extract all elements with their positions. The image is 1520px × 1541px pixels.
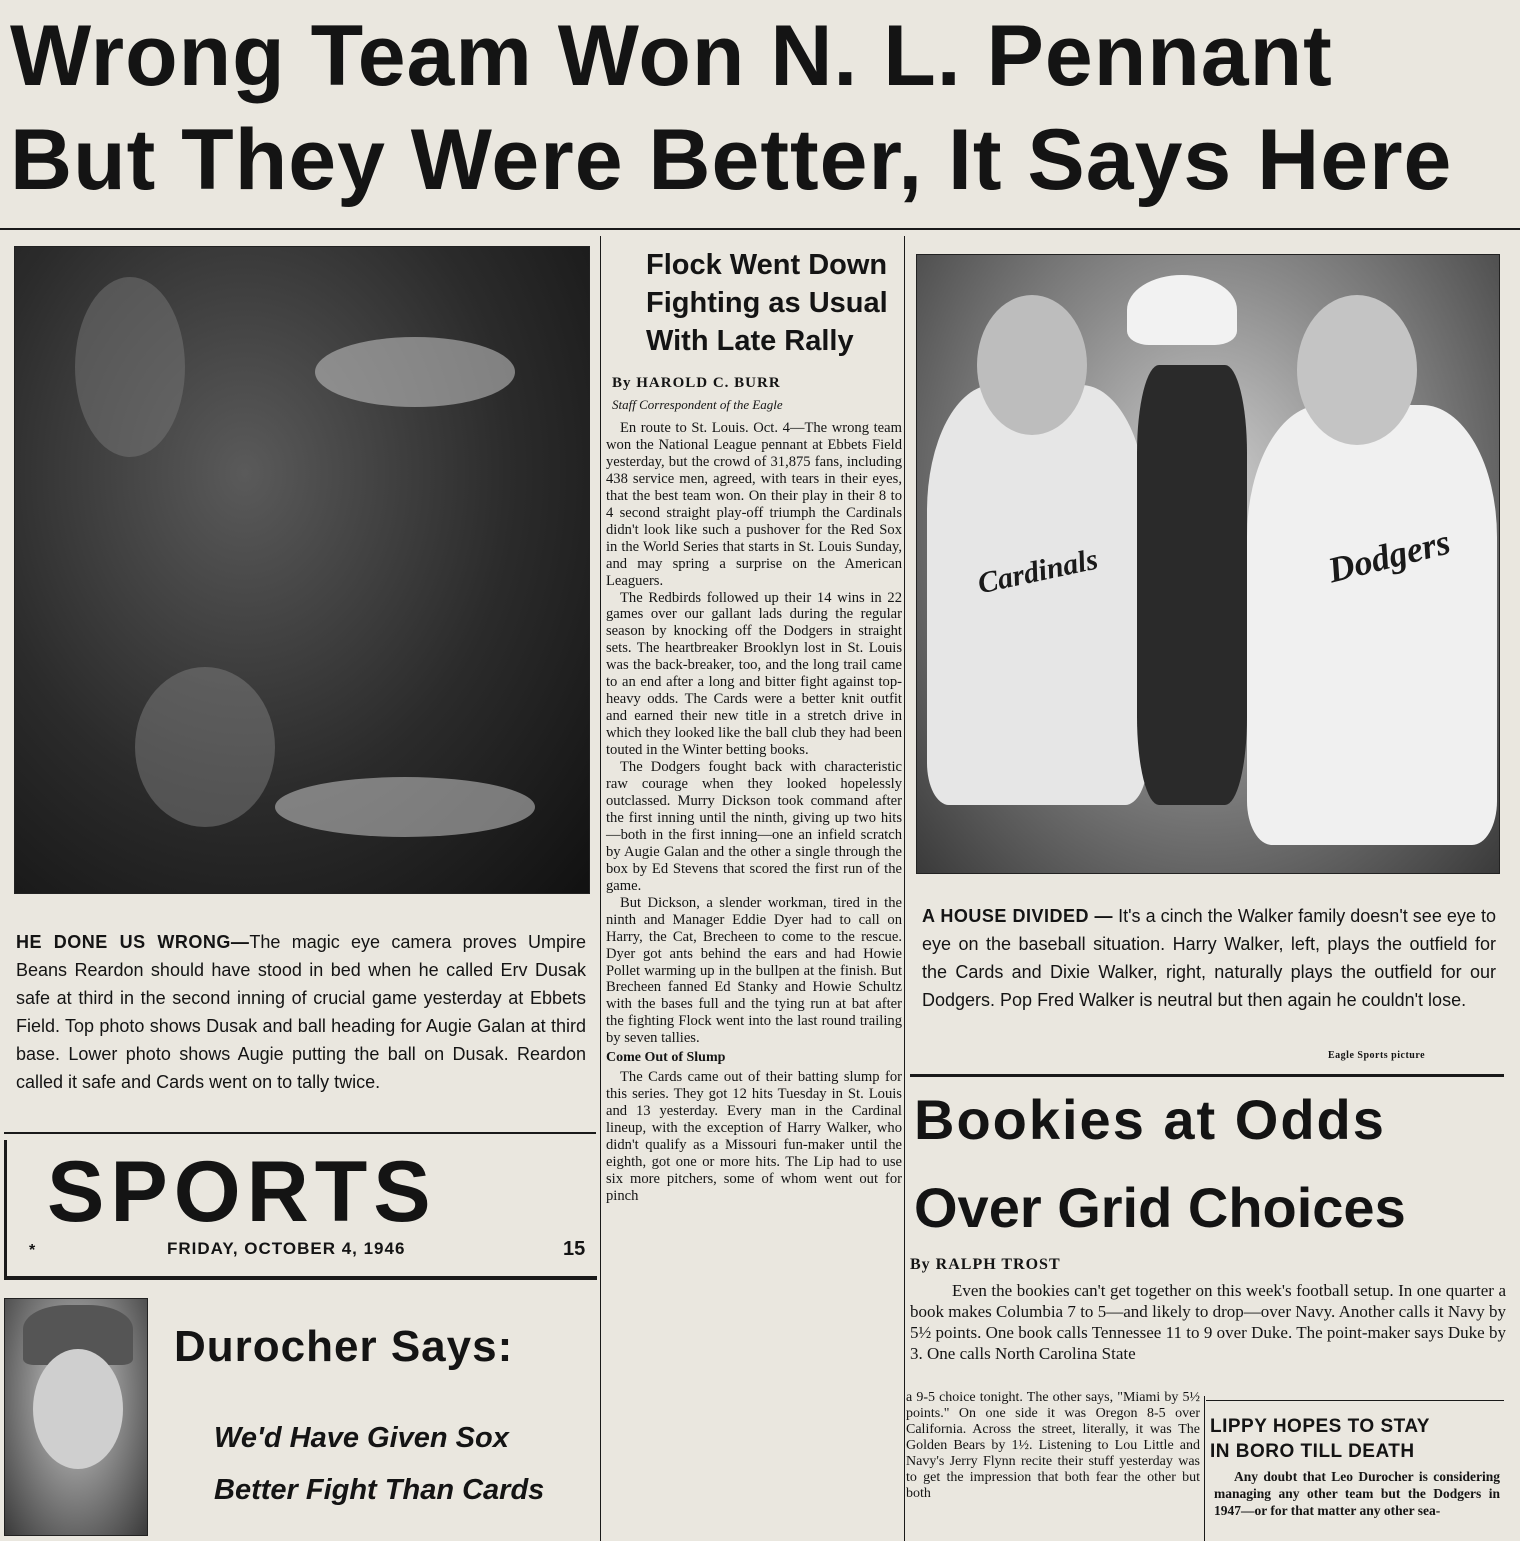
right-caption-label: A HOUSE DIVIDED — <box>922 906 1114 926</box>
column-rule-right <box>904 236 905 1541</box>
column-rule-left <box>600 236 601 1541</box>
bookies-narrow-text: a 9-5 choice tonight. The other says, "Miami by 5½ points." On one side it was Oregon 8-5 over California. Across the street, literally, it was The Golden Bears by 1½. Listening to Lou Little and Navy's Jerry Flynn recite their stuff yesterday was to get the impression that both fear the other but both <box>906 1390 1200 1501</box>
right-caption-text: It's a cinch the Walker family doesn't see eye to eye on the baseball situation. Harry Walker, left, plays the outfield for the Cards and Dixie Walker, right, naturally plays the outfield for our Dodgers. Pop Fred Walker is neutral but then again he couldn't lose. <box>922 906 1496 1010</box>
durocher-photo <box>4 1298 148 1536</box>
sports-title: SPORTS <box>47 1144 437 1240</box>
sports-banner-top-rule <box>4 1132 596 1134</box>
lippy-head-2: IN BORO TILL DEATH <box>1210 1441 1415 1462</box>
sports-date: FRIDAY, OCTOBER 4, 1946 <box>167 1239 406 1258</box>
lippy-body: Any doubt that Leo Durocher is considering managing any other team but the Dodgers in 1947—or for that matter any other sea- <box>1214 1469 1500 1518</box>
bookies-headline-2: Over Grid Choices <box>914 1176 1406 1239</box>
story-body <box>606 420 902 1205</box>
headline-line-1: Wrong Team Won N. L. Pennant <box>10 8 1333 104</box>
right-photo <box>916 254 1500 874</box>
headline-rule <box>0 228 1520 230</box>
jersey-cardinals: Cardinals <box>974 542 1101 601</box>
story-paragraph: The Redbirds followed up their 14 wins in 22 games over our gallant lads during the regular season by knocking off the Dodgers in straight sets. The heartbreaker Brooklyn lost in St. Louis was the back-breaker, too, and the long trail came to an end after a long and bitter fight against top-heavy odds. The Cards were a better knit outfit and earned their new title in a stretch drive in which they looked like the ball club they had been touted in the Winter betting books. <box>606 589 902 759</box>
story-paragraph: En route to St. Louis. Oct. 4—The wrong team won the National League pennant at Ebbets Field yesterday, but the crowd of 31,875 fans, including 438 service men, agreed, with tears in their eyes, that the best team won. On their play in their 8 to 4 second straight play-off triumph the Cardinals didn't look like such a pushover for the Red Sox in the World Series that starts in St. Louis Sunday, and may spring a surprise on the American Leaguers. <box>606 420 902 589</box>
bookies-wide-text: Even the bookies can't get together on this week's football setup. In one quarter a book makes Columbia 7 to 5—and likely to drop—over Navy. Another calls it Navy by 5½ points. One book calls Tennessee 11 to 9 over Duke. The point-maker says Duke by 3. One calls North Carolina State <box>910 1281 1506 1363</box>
lippy-rule <box>1204 1396 1205 1541</box>
story-byline: By HAROLD C. BURR <box>612 375 781 391</box>
headline-line-2: But They Were Better, It Says Here <box>10 112 1453 208</box>
jersey-dodgers: Dodgers <box>1324 521 1454 591</box>
lippy-head-1: LIPPY HOPES TO STAY <box>1210 1416 1430 1437</box>
story-deck-line-2: Fighting as Usual <box>646 287 888 319</box>
story-paragraph: The Cards came out of their batting slump for this series. They got 12 hits Tuesday in St. Louis and 13 yesterday. Every man in the Cardinal lineup, with the exception of Harry Walker, who didn't qualify as a Missouri fun-maker until the eighth, got one or more hits. The Lip had to use six more pitchers, some of whom went out for pinch <box>606 1069 902 1204</box>
story-staff-line: Staff Correspondent of the Eagle <box>612 397 783 412</box>
durocher-sub-2: Better Fight Than Cards <box>214 1474 545 1506</box>
story-deck <box>646 246 902 360</box>
bookies-headline-1: Bookies at Odds <box>914 1088 1386 1151</box>
story-deck-line-3: With Late Rally <box>646 325 854 357</box>
story-paragraph: But Dickson, a slender workman, tired in the ninth and Manager Eddie Dyer had to call on Harry, the Cat, Brecheen to come to the rescue. Dyer got ants behind the ears and had Howie Pollet warming up in the bullpen at the finish. But Brecheen fanned Ed Stanky and Howie Schultz with the bases full and the tying run at bat after the fighting Flock went into the last round trailing by seven tallies. <box>606 894 902 1047</box>
right-photo-caption <box>922 902 1496 1014</box>
story-deck-line-1: Flock Went Down <box>646 249 888 281</box>
sports-page-number: 15 <box>563 1238 586 1260</box>
left-photo-caption <box>16 928 586 1096</box>
left-caption-label: HE DONE US WRONG— <box>16 932 250 952</box>
durocher-sub-1: We'd Have Given Sox <box>214 1422 509 1454</box>
lippy-top-rule <box>1206 1400 1504 1401</box>
bookies-top-rule <box>910 1074 1504 1077</box>
bookies-byline: By RALPH TROST <box>910 1256 1061 1273</box>
sports-banner <box>4 1140 597 1280</box>
story-subhead: Come Out of Slump <box>606 1050 726 1066</box>
durocher-heading: Durocher Says: <box>174 1322 514 1371</box>
left-caption-text: The magic eye camera proves Umpire Beans Reardon should have stood in bed when he called Erv Dusak safe at third in the second inning of crucial game yesterday at Ebbets Field. Top photo shows Dusak and ball heading for Augie Galan at third base. Lower photo shows Augie putting the ball on Dusak. Reardon called it safe and Cards went on to tally twice. <box>16 932 586 1092</box>
photo-credit: Eagle Sports picture <box>1328 1050 1426 1061</box>
left-photo <box>14 246 590 894</box>
sports-star: * <box>29 1242 36 1259</box>
story-paragraph: The Dodgers fought back with characteristic raw courage when they looked hopelessly outclassed. Murry Dickson took command after the first inning until the ninth, giving up two hits—both in the first inning—one an infield scratch by Augie Galan and the other a single through the box by Ed Stevens that scored the first run of the game. <box>606 759 902 894</box>
